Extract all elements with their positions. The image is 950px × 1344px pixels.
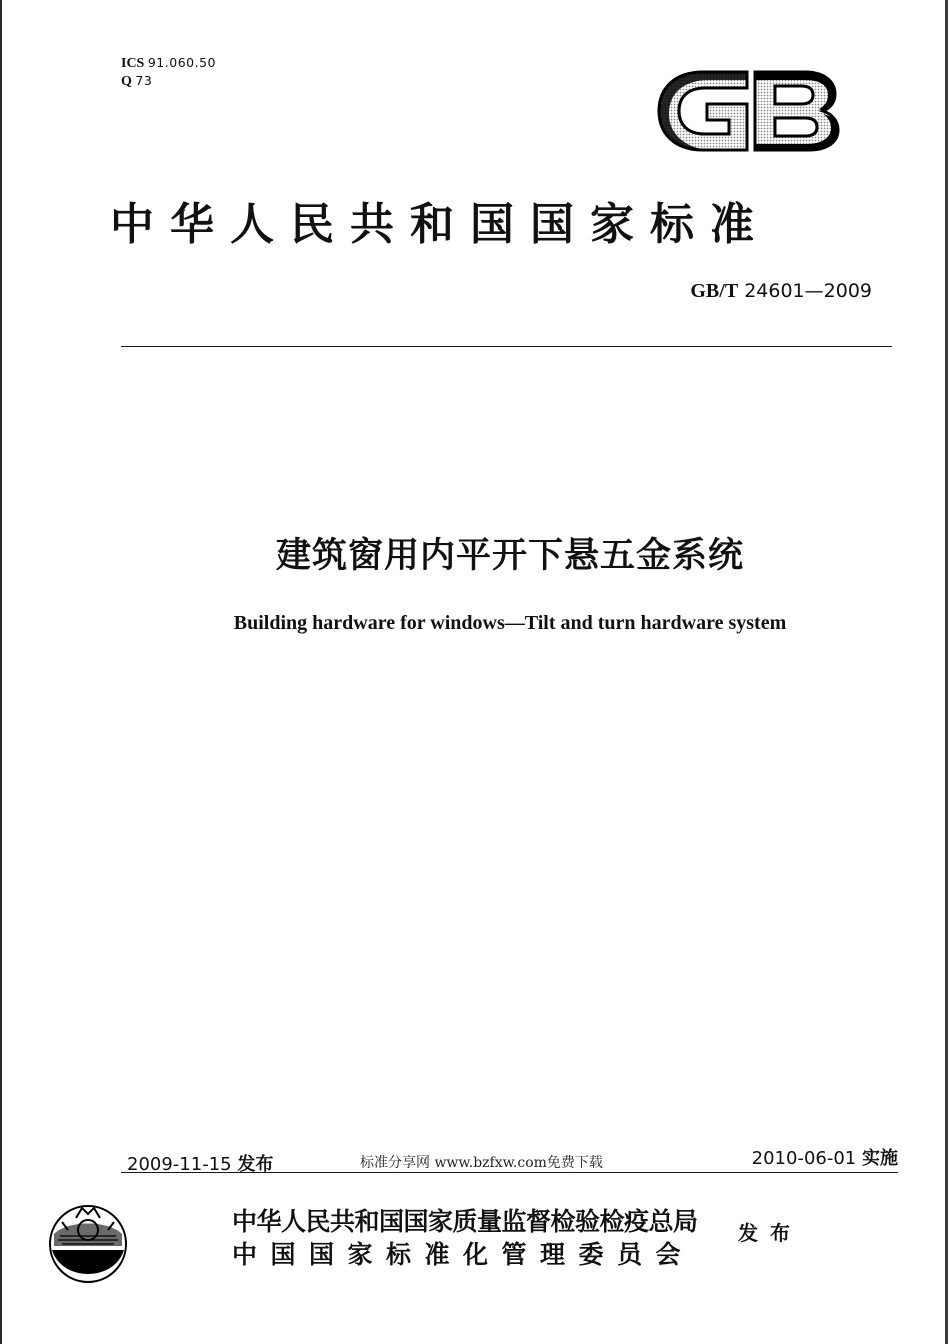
scan-edge-right [945, 0, 948, 1344]
standard-code: 24601—2009 [744, 280, 872, 302]
document-title-chinese: 建筑窗用内平开下悬五金系统 [275, 536, 744, 576]
ics-code: 91.060.50 [147, 55, 216, 70]
classification-codes [121, 54, 216, 90]
implementation-date-value: 2010-06-01 [751, 1148, 857, 1169]
scan-edge-left [0, 0, 2, 1344]
header-divider [121, 346, 892, 347]
implementation-date [660, 1144, 898, 1170]
watermark-text: 标准分享网 www.bzfxw.com免费下载 [360, 1155, 603, 1171]
ics-label: ICS [121, 56, 145, 71]
issue-date-value: 2009-11-15 [127, 1154, 232, 1175]
document-title-english: Building hardware for windows—Tilt and turn hardware system [233, 612, 787, 634]
ics-line [121, 54, 216, 72]
ccs-line [121, 72, 216, 90]
publisher-line-1: 中华人民共和国国家质量监督检验检疫总局 [232, 1207, 698, 1236]
footer-divider [121, 1172, 898, 1173]
issue-date-label: 发布 [237, 1154, 274, 1175]
ccs-code: 73 [135, 73, 153, 88]
publish-label: 发布 [738, 1221, 802, 1245]
ccs-label: Q [121, 74, 132, 89]
standard-number [628, 280, 872, 303]
gb-logo [655, 64, 841, 158]
publisher-seal-icon [48, 1200, 128, 1284]
national-standard-title: 中华人民共和国国家标准 [110, 199, 770, 250]
standard-prefix: GB/T [690, 280, 739, 302]
implementation-date-label: 实施 [862, 1148, 898, 1169]
publisher-line-2: 中国国家标准化管理委员会 [232, 1240, 695, 1269]
